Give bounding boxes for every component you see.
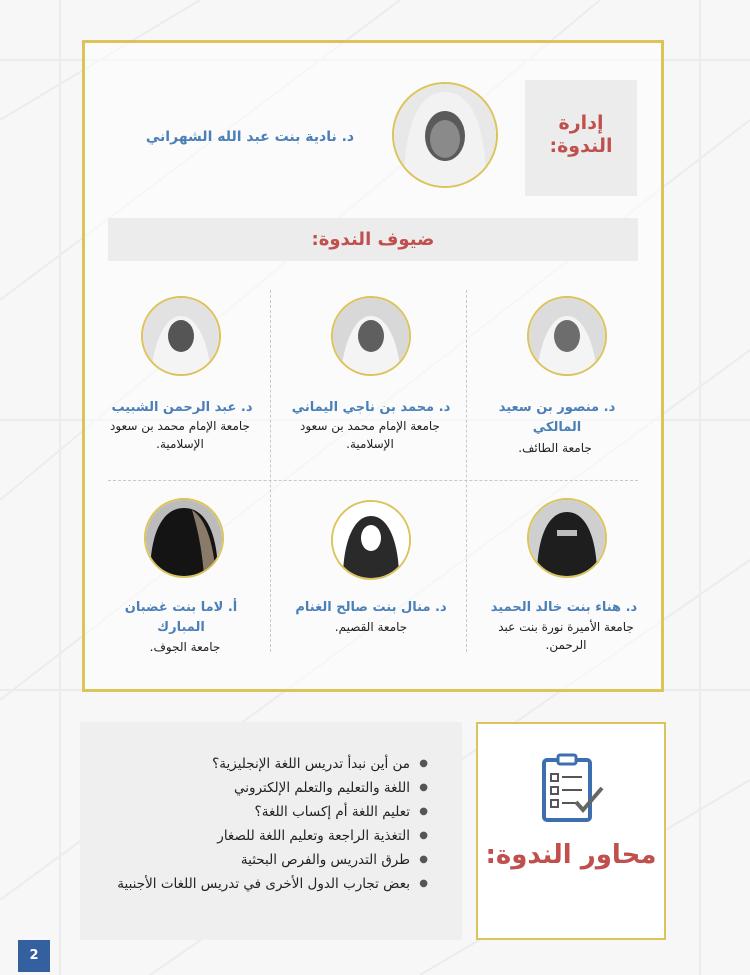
- guest-affiliation: جامعة القصيم.: [334, 620, 408, 634]
- column-divider: [270, 290, 271, 652]
- guest-name: أ. لاما بنت غضبان المبارك: [124, 600, 238, 635]
- bullet-icon: ●: [419, 758, 428, 769]
- guest-name: د. منصور بن سعيد المالكي: [498, 400, 616, 435]
- guest-photo: [527, 296, 607, 376]
- list-item: ● التغذية الراجعة وتعليم اللغة للصغار: [100, 824, 430, 848]
- guest-photo: [331, 296, 411, 376]
- bullet-icon: ●: [419, 806, 428, 817]
- bullet-icon: ●: [419, 782, 428, 793]
- bullet-icon: ●: [419, 878, 428, 889]
- guest-name: د. عبد الرحمن الشبيب: [111, 400, 253, 415]
- row-divider: [108, 480, 638, 481]
- guest-name: د. محمد بن ناجي اليماني: [291, 400, 451, 415]
- moderator-name: د. نادية بنت عبد الله الشهراني: [145, 129, 355, 145]
- page-number-badge: 2: [18, 940, 50, 972]
- list-item: ● تعليم اللغة أم إكساب اللغة؟: [100, 800, 430, 824]
- list-item: ● طرق التدريس والفرص البحثية: [100, 848, 430, 872]
- guest-photo: [144, 498, 224, 578]
- topics-list: [100, 752, 430, 896]
- clipboard-checklist-icon: [536, 752, 606, 826]
- bullet-icon: ●: [419, 830, 428, 841]
- guest-photo: [527, 498, 607, 578]
- guest-name: د. هناء بنت خالد الحميد: [490, 600, 638, 615]
- topics-label: محاور الندوة:: [485, 840, 657, 870]
- list-item: ● بعض تجارب الدول الأخرى في تدريس اللغات الأجنبية: [100, 872, 430, 896]
- list-item: ● اللغة والتعليم والتعلم الإلكتروني: [100, 776, 430, 800]
- moderator-photo: [392, 82, 498, 188]
- guest-affiliation: جامعة الإمام محمد بن سعود الإسلامية.: [300, 419, 440, 451]
- guests-title: ضيوف الندوة:: [311, 229, 435, 250]
- moderation-label: إدارة الندوة:: [549, 112, 613, 157]
- column-divider: [466, 290, 467, 652]
- guest-affiliation: جامعة الإمام محمد بن سعود الإسلامية.: [110, 419, 250, 451]
- guest-name: د. منال بنت صالح الغنام: [295, 600, 447, 615]
- guest-affiliation: جامعة الطائف.: [518, 441, 592, 455]
- guest-affiliation: جامعة الأميرة نورة بنت عبد الرحمن.: [498, 620, 634, 652]
- bullet-icon: ●: [419, 854, 428, 865]
- guest-affiliation: جامعة الجوف.: [149, 640, 221, 654]
- list-item: ● من أين نبدأ تدريس اللغة الإنجليزية؟: [100, 752, 430, 776]
- guest-photo: [331, 500, 411, 580]
- guest-photo: [141, 296, 221, 376]
